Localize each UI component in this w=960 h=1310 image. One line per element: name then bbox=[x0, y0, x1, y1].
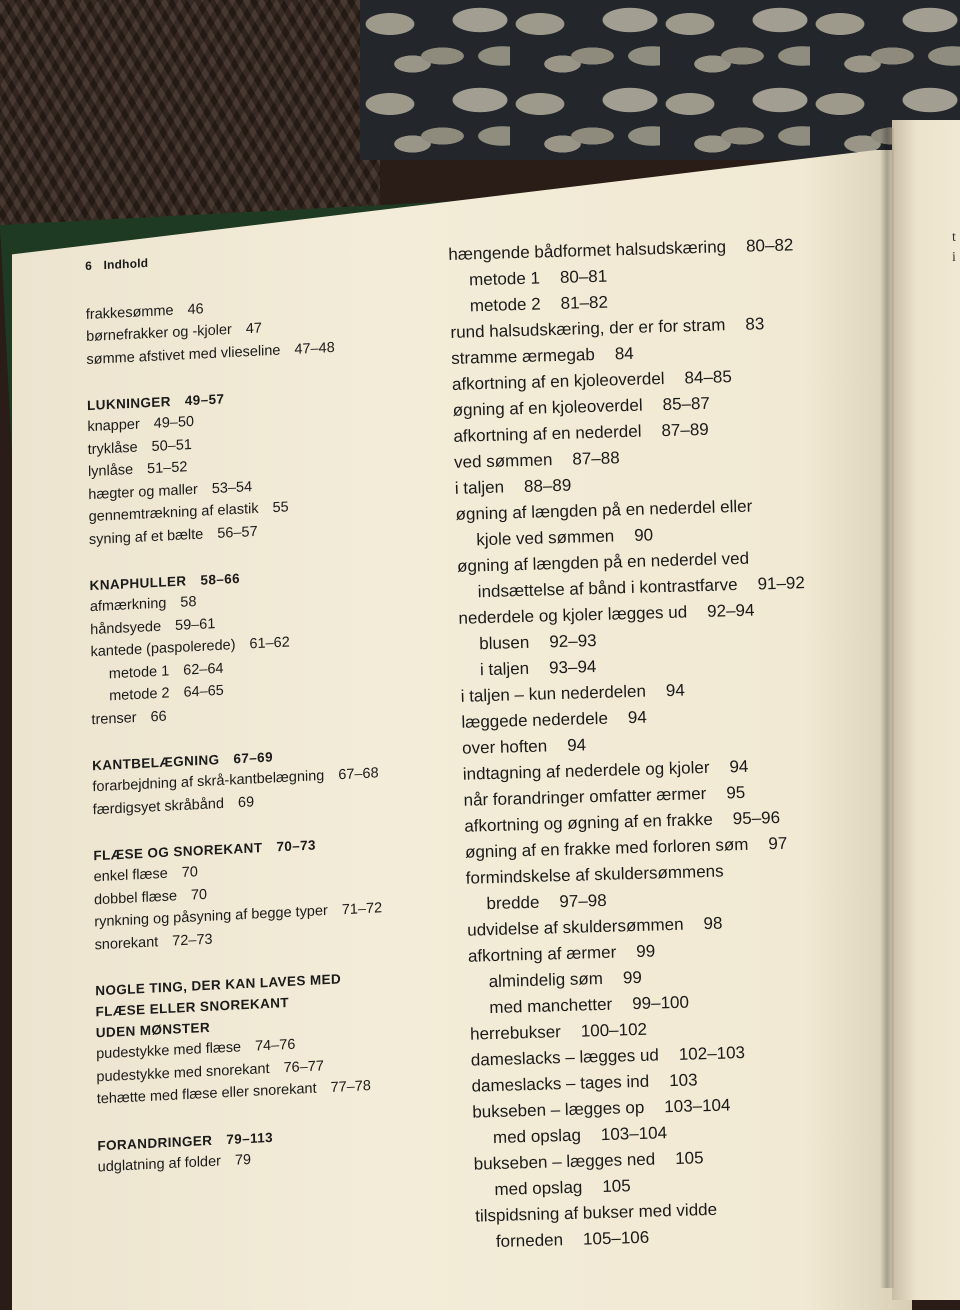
entry-pages: 81–82 bbox=[560, 292, 609, 313]
entry-pages: 47 bbox=[245, 320, 263, 338]
entry-title: afkortning af en kjoleoverdel bbox=[451, 369, 665, 394]
entry-title: nederdele og kjoler lægges ud bbox=[458, 602, 688, 628]
entry-title: ved sømmen bbox=[453, 450, 553, 472]
entry-pages: 59–61 bbox=[174, 615, 216, 634]
entry-title: pudestykke med flæse bbox=[96, 1039, 242, 1063]
entry-title: over hoften bbox=[461, 736, 548, 758]
running-head-title: Indhold bbox=[103, 255, 149, 273]
entry-title: færdigsyet skråbånd bbox=[92, 795, 225, 818]
contents-section bbox=[95, 962, 476, 1111]
entry-pages: 87–89 bbox=[661, 419, 709, 441]
entry-title: blusen bbox=[478, 632, 530, 654]
section-heading-text: NOGLE TING, DER KAN LAVES MED bbox=[95, 971, 342, 999]
entry-title: bukseben – lægges op bbox=[472, 1097, 645, 1122]
section-heading-text: LUKNINGER bbox=[86, 393, 171, 414]
section-heading-text: FLÆSE OG SNOREKANT bbox=[93, 840, 263, 864]
entry-pages: 49–50 bbox=[153, 413, 195, 432]
entry-title: sømme afstivet med vlieseline bbox=[86, 342, 281, 368]
entry-title: tehætte med flæse eller snorekant bbox=[96, 1080, 317, 1108]
section-heading-text: FLÆSE ELLER SNOREKANT bbox=[95, 994, 290, 1020]
entry-pages: 100–102 bbox=[580, 1019, 648, 1041]
section-heading-text: KNAPHULLER bbox=[89, 573, 187, 594]
entry-title: metode 1 bbox=[468, 268, 541, 290]
entry-title: øgning af længden på en nederdel eller bbox=[455, 496, 753, 524]
contents-section bbox=[93, 827, 474, 957]
entry-pages: 58 bbox=[180, 593, 197, 611]
entry-title: med opslag bbox=[492, 1125, 582, 1148]
entry-title: indtagning af nederdele og kjoler bbox=[462, 757, 710, 784]
entry-pages: 88–89 bbox=[523, 475, 572, 496]
entry-title: formindskelse af skuldersømmens bbox=[465, 861, 724, 888]
contents-section bbox=[92, 737, 472, 822]
entry-title: metode 1 bbox=[108, 662, 170, 682]
entry-title: syning af et bælte bbox=[88, 526, 204, 548]
entry-title: afmærkning bbox=[89, 595, 167, 616]
entry-pages: 95 bbox=[726, 782, 746, 803]
entry-title: almindelig søm bbox=[488, 968, 604, 992]
section-heading-text: KANTBELÆGNING bbox=[92, 752, 220, 774]
entry-pages: 92–93 bbox=[549, 631, 597, 652]
entry-title: knapper bbox=[87, 416, 140, 436]
entry-pages: 92–94 bbox=[706, 600, 755, 621]
section-pages: 58–66 bbox=[200, 570, 241, 588]
entry-pages: 47–48 bbox=[294, 339, 335, 358]
entry-title: forneden bbox=[495, 1230, 564, 1252]
entry-title: bukseben – lægges ned bbox=[473, 1149, 656, 1174]
entry-title: i taljen bbox=[454, 477, 505, 498]
entry-pages: 98 bbox=[703, 913, 723, 934]
entry-pages: 61–62 bbox=[249, 634, 290, 653]
entry-pages: 62–64 bbox=[183, 660, 224, 679]
patterned-fabric-background bbox=[360, 0, 960, 160]
contents-right-column bbox=[448, 230, 896, 1255]
entry-title: afkortning af ærmer bbox=[467, 942, 617, 966]
entry-title: indsættelse af bånd i kontrastfarve bbox=[477, 575, 738, 602]
entry-title: lynlåse bbox=[87, 461, 134, 481]
entry-title: metode 2 bbox=[109, 685, 170, 705]
entry-title: kjole ved sømmen bbox=[476, 526, 615, 550]
entry-title: dameslacks – tages ind bbox=[471, 1071, 650, 1096]
contents-sections bbox=[87, 377, 477, 1179]
entry-pages: 46 bbox=[187, 300, 204, 318]
entry-pages: 77–78 bbox=[330, 1078, 371, 1097]
entry-title: forarbejdning af skrå-kantbelægning bbox=[92, 767, 325, 796]
entry-pages: 95–96 bbox=[732, 807, 781, 829]
entry-pages: 103–104 bbox=[663, 1095, 731, 1117]
entry-pages: 103 bbox=[668, 1070, 698, 1091]
entry-pages: 102–103 bbox=[678, 1043, 746, 1064]
entry-pages: 84–85 bbox=[684, 367, 733, 388]
contents-left-column bbox=[85, 236, 477, 1178]
entry-pages: 94 bbox=[566, 735, 587, 755]
entry-pages: 50–51 bbox=[151, 436, 193, 455]
entry-pages: 85–87 bbox=[662, 393, 711, 415]
entry-pages: 83 bbox=[745, 314, 765, 334]
entry-title: hængende bådformet halsudskæring bbox=[448, 237, 727, 264]
entry-pages: 105 bbox=[674, 1148, 704, 1169]
next-page-fragment: t bbox=[952, 230, 956, 245]
entry-pages: 91–92 bbox=[757, 573, 806, 594]
entry-title: med opslag bbox=[494, 1177, 583, 1200]
entry-pages: 94 bbox=[627, 707, 648, 728]
entry-title: enkel flæse bbox=[93, 865, 168, 886]
entry-pages: 80–81 bbox=[559, 266, 608, 287]
entry-pages: 70 bbox=[181, 864, 198, 882]
entry-pages: 72–73 bbox=[172, 931, 213, 950]
page-number: 6 bbox=[85, 258, 93, 274]
entry-pages: 99 bbox=[635, 941, 656, 962]
entry-pages: 94 bbox=[665, 680, 686, 701]
entry-title: trenser bbox=[91, 709, 137, 728]
entry-title: i taljen – kun nederdelen bbox=[460, 681, 647, 706]
entry-title: hægter og maller bbox=[88, 481, 198, 503]
entry-title: dameslacks – lægges ud bbox=[470, 1045, 660, 1070]
entry-pages: 51–52 bbox=[146, 459, 188, 478]
entry-title: stramme ærmegab bbox=[450, 344, 596, 368]
entry-pages: 70 bbox=[190, 886, 208, 904]
section-pages: 67–69 bbox=[233, 749, 274, 767]
entry-title: udglatning af folder bbox=[97, 1152, 222, 1175]
entry-title: håndsyede bbox=[90, 618, 162, 638]
entry-pages: 94 bbox=[729, 756, 749, 777]
entry-title: kantede (paspolerede) bbox=[90, 637, 236, 661]
entry-pages: 74–76 bbox=[254, 1036, 296, 1055]
contents-section bbox=[89, 557, 471, 732]
entry-pages: 56–57 bbox=[217, 523, 258, 542]
contents-section bbox=[87, 377, 469, 552]
entry-title: tilspidsning af bukser med vidde bbox=[474, 1199, 718, 1226]
entry-pages: 93–94 bbox=[548, 657, 597, 678]
entry-pages: 105 bbox=[602, 1176, 631, 1197]
entry-title: metode 2 bbox=[469, 294, 541, 316]
entry-title: læggede nederdele bbox=[461, 708, 609, 732]
entry-title: øgning af en frakke med forloren søm bbox=[464, 834, 749, 862]
next-page-fragment: i bbox=[952, 250, 956, 265]
next-page-edge bbox=[892, 120, 960, 1300]
entry-title: afkortning af en nederdel bbox=[453, 421, 642, 446]
entry-title: børnefrakker og -kjoler bbox=[86, 321, 232, 346]
entry-title: pudestykke med snorekant bbox=[96, 1060, 270, 1085]
intro-entries bbox=[86, 285, 466, 371]
entry-title: gennemtrækning af elastik bbox=[88, 500, 259, 526]
section-pages: 79–113 bbox=[226, 1129, 274, 1147]
entry-title: bredde bbox=[486, 892, 540, 914]
entry-pages: 79 bbox=[234, 1151, 252, 1169]
entry-title: øgning af længden på en nederdel ved bbox=[456, 548, 750, 576]
entry-pages: 99 bbox=[622, 967, 643, 988]
entry-title: udvidelse af skuldersømmen bbox=[466, 914, 684, 940]
entry-pages: 69 bbox=[237, 793, 255, 811]
entry-title: frakkesømme bbox=[85, 302, 174, 323]
knitted-blanket-background bbox=[0, 0, 380, 240]
entry-pages: 87–88 bbox=[572, 448, 620, 469]
entry-pages: 76–77 bbox=[283, 1057, 324, 1076]
entry-pages: 64–65 bbox=[183, 682, 224, 701]
entry-pages: 90 bbox=[633, 525, 654, 545]
entry-title: tryklåse bbox=[87, 439, 138, 458]
entry-pages: 53–54 bbox=[211, 478, 253, 497]
section-pages: 70–73 bbox=[276, 837, 316, 855]
entry-title: afkortning og øgning af en frakke bbox=[464, 809, 714, 836]
entry-pages: 67–68 bbox=[338, 765, 379, 784]
entry-title: rund halsudskæring, der er for stram bbox=[450, 315, 726, 342]
entry-title: med manchetter bbox=[489, 994, 613, 1018]
entry-pages: 103–104 bbox=[600, 1123, 668, 1145]
entry-pages: 84 bbox=[614, 343, 634, 364]
entry-title: øgning af en kjoleoverdel bbox=[452, 395, 643, 420]
entry-title: rynkning og påsyning af begge typer bbox=[94, 902, 328, 931]
section-heading-text: UDEN MØNSTER bbox=[95, 1019, 211, 1041]
entry-pages: 80–82 bbox=[745, 235, 794, 256]
entry-title: når forandringer omfatter ærmer bbox=[463, 784, 707, 810]
entry-pages: 55 bbox=[272, 499, 289, 517]
entry-title: snorekant bbox=[94, 933, 159, 953]
entry-pages: 97–98 bbox=[559, 890, 607, 912]
entry-title: herrebukser bbox=[469, 1022, 562, 1044]
entry-pages: 97 bbox=[768, 833, 788, 854]
entry-title: dobbel flæse bbox=[93, 887, 178, 908]
entry-title: i taljen bbox=[479, 658, 530, 680]
entry-pages: 99–100 bbox=[631, 992, 690, 1014]
section-heading-text: FORANDRINGER bbox=[97, 1132, 213, 1153]
entry-pages: 105–106 bbox=[582, 1227, 650, 1249]
entry-pages: 71–72 bbox=[341, 900, 383, 919]
section-pages: 49–57 bbox=[184, 391, 225, 409]
entry-pages: 66 bbox=[150, 708, 167, 725]
